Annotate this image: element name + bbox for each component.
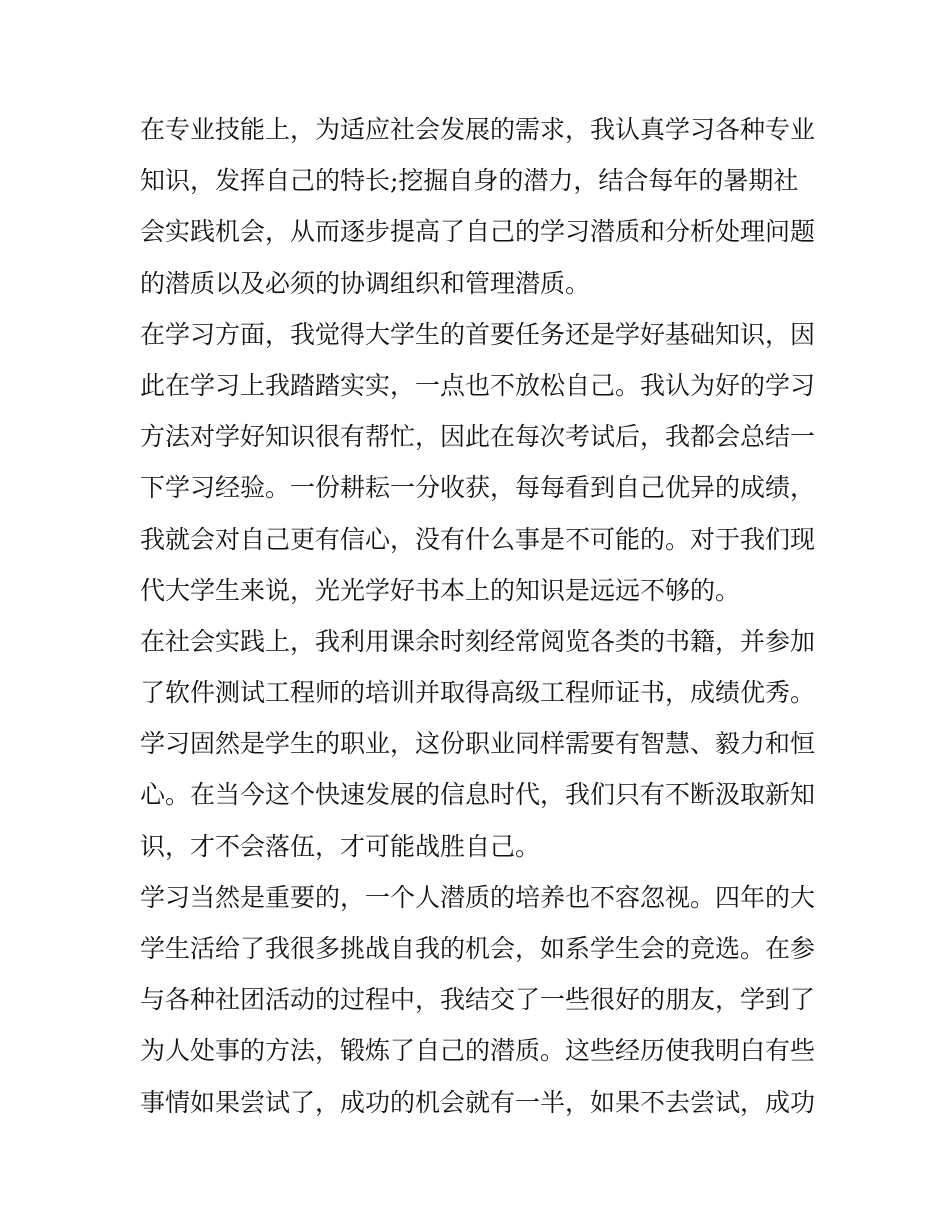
- text-line: 此在学习上我踏踏实实，一点也不放松自己。我认为好的学习: [140, 370, 816, 400]
- text-line: 在学习方面，我觉得大学生的首要任务还是学好基础知识，因: [140, 319, 816, 349]
- text-line: 知识，发挥自己的特长;挖掘自身的潜力，结合每年的暑期社: [140, 166, 799, 196]
- text-line: 为人处事的方法，锻炼了自己的潜质。这些经历使我明白有些: [140, 1036, 816, 1066]
- text-line: 了软件测试工程师的培训并取得高级工程师证书，成绩优秀。: [140, 678, 816, 708]
- body-text: [140, 104, 820, 1128]
- text-line: 事情如果尝试了，成功的机会就有一半，如果不去尝试，成功: [140, 1087, 816, 1117]
- text-line: 的潜质以及必须的协调组织和管理潜质。: [140, 268, 591, 298]
- text-line: 在社会实践上，我利用课余时刻经常阅览各类的书籍，并参加: [140, 626, 816, 656]
- text-line: 我就会对自己更有信心，没有什么事是不可能的。对于我们现: [140, 524, 816, 554]
- text-line: 在专业技能上，为适应社会发展的需求，我认真学习各种专业: [140, 115, 816, 144]
- text-line: 代大学生来说，光光学好书本上的知识是远远不够的。: [140, 575, 741, 605]
- text-line: 学习当然是重要的，一个人潜质的培养也不容忽视。四年的大: [140, 882, 816, 912]
- text-line: 与各种社团活动的过程中，我结交了一些很好的朋友，学到了: [140, 985, 816, 1015]
- text-line: 心。在当今这个快速发展的信息时代，我们只有不断汲取新知: [140, 780, 816, 810]
- text-line: 下学习经验。一份耕耘一分收获，每每看到自己优异的成绩，: [140, 473, 816, 503]
- text-line: 识，才不会落伍，才可能战胜自己。: [140, 831, 541, 861]
- text-line: 方法对学好知识很有帮忙，因此在每次考试后，我都会总结一: [140, 422, 816, 452]
- text-line: 会实践机会，从而逐步提高了自己的学习潜质和分析处理问题: [140, 217, 816, 247]
- text-line: 学生活给了我很多挑战自我的机会，如系学生会的竞选。在参: [140, 934, 816, 963]
- text-line: 学习固然是学生的职业，这份职业同样需要有智慧、毅力和恒: [140, 729, 816, 759]
